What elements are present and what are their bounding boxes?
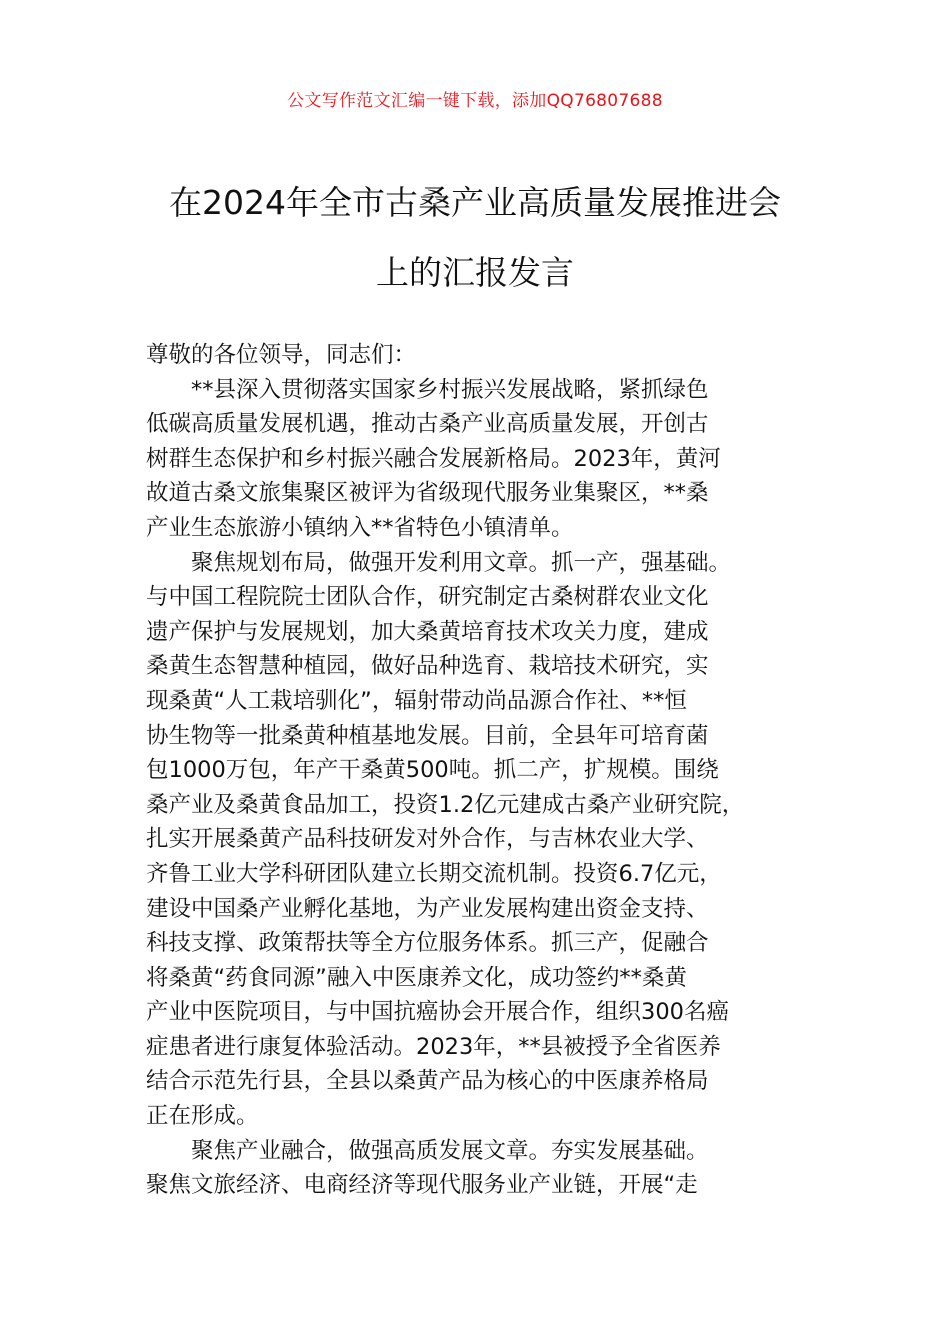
document-body (146, 338, 822, 1203)
paragraph-line: 建设中国桑产业孵化基地，为产业发展构建出资金支持、 (146, 895, 709, 922)
paragraph-line: 与中国工程院院士团队合作，研究制定古桑树群农业文化 (146, 584, 709, 611)
paragraph-line: 故道古桑文旅集聚区被评为省级现代服务业集聚区，**桑 (146, 480, 709, 507)
paragraph-line: 树群生态保护和乡村振兴融合发展新格局。2023年，黄河 (146, 445, 721, 472)
title-line-1: 在2024年全市古桑产业高质量发展推进会 (169, 183, 781, 222)
paragraph-line: 协生物等一批桑黄种植基地发展。目前，全县年可培育菌 (146, 722, 709, 749)
paragraph-line: 聚焦文旅经济、电商经济等现代服务业产业链，开展“走 (146, 1172, 698, 1199)
title-line-2: 上的汇报发言 (376, 253, 574, 292)
salutation: 尊敬的各位领导，同志们： (146, 342, 417, 368)
document-title (100, 168, 850, 308)
paragraph-line: 正在形成。 (146, 1103, 259, 1130)
paragraph-line: 产业中医院项目，与中国抗癌协会开展合作，组织300名癌 (146, 999, 729, 1026)
paragraph-line: **县深入贯彻落实国家乡村振兴发展战略，紧抓绿色 (191, 376, 709, 403)
paragraph-line: 低碳高质量发展机遇，推动古桑产业高质量发展，开创古 (146, 411, 709, 438)
paragraph-line: 齐鲁工业大学科研团队建立长期交流机制。投资6.7亿元， (146, 860, 722, 887)
paragraph-line: 遗产保护与发展规划，加大桑黄培育技术攻关力度，建成 (146, 618, 709, 645)
paragraph-line: 结合示范先行县，全县以桑黄产品为核心的中医康养格局 (146, 1068, 709, 1095)
paragraph-line: 扎实开展桑黄产品科技研发对外合作，与吉林农业大学、 (146, 826, 709, 853)
paragraph-line: 现桑黄“人工栽培驯化”，辐射带动尚品源合作社、**恒 (146, 687, 687, 714)
paragraph-line: 症患者进行康复体验活动。2023年，**县被授予全省医养 (146, 1033, 721, 1060)
download-banner: 公文写作范文汇编一键下载，添加QQ76807688 (287, 91, 663, 111)
paragraph-line: 聚焦产业融合，做强高质发展文章。夯实发展基础。 (191, 1137, 709, 1164)
paragraph-line: 科技支撑、政策帮扶等全方位服务体系。抓三产，促融合 (146, 930, 709, 957)
paragraph-line: 聚焦规划布局，做强开发利用文章。抓一产，强基础。 (191, 549, 732, 576)
paragraph-line: 桑黄生态智慧种植园，做好品种选育、栽培技术研究，实 (146, 653, 709, 680)
paragraph-line: 将桑黄“药食同源”融入中医康养文化，成功签约**桑黄 (146, 964, 687, 991)
paragraph-line: 包1000万包，年产干桑黄500吨。抓二产，扩规模。围绕 (146, 757, 719, 784)
paragraph-line: 产业生态旅游小镇纳入**省特色小镇清单。 (146, 514, 574, 541)
paragraph-line: 桑产业及桑黄食品加工，投资1.2亿元建成古桑产业研究院， (146, 791, 745, 818)
